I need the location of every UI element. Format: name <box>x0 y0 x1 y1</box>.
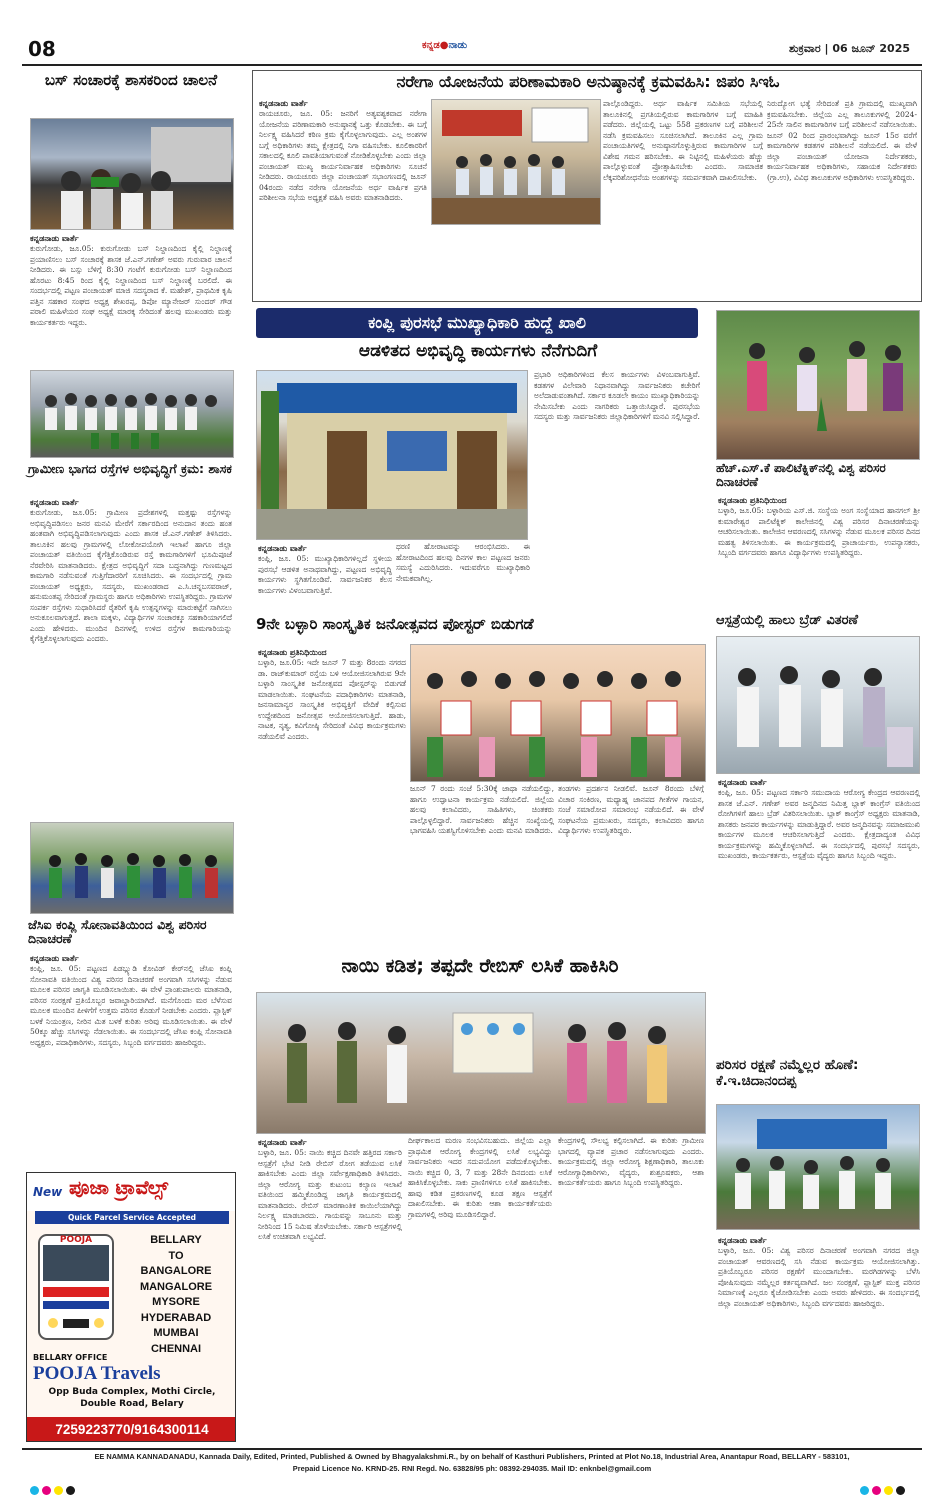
roads-headline: ಗ್ರಾಮೀಣ ಭಾಗದ ರಸ್ತೆಗಳ ಅಭಿವೃದ್ಧಿಗೆ ಕ್ರಮ: ಶಾಸಕ <box>28 461 232 476</box>
awareness-illustration <box>257 993 705 1133</box>
destination: BANGALORE <box>140 1265 212 1277</box>
ad-top-band <box>27 1173 236 1211</box>
bus-byline: ಕನ್ನಡನಾಡು ವಾರ್ತೆ <box>30 234 79 243</box>
ad-service-strip: Quick Parcel Service Accepted <box>35 1211 229 1224</box>
kampli-article <box>252 340 704 602</box>
color-dot <box>66 1486 75 1495</box>
meeting-illustration <box>432 100 600 224</box>
environment-body: ಬಳ್ಳಾರಿ, ಜೂ. 05: ವಿಶ್ವ ಪರಿಸರ ದಿನಾಚರಣೆ ಅಂಗವಾಗಿ ನಗರದ ಜಿಲ್ಲಾ ಪಂಚಾಯತ್ ಆವರಣದಲ್ಲಿ ಸಸಿ ನೆಡುವ ಕಾರ್ಯಕ್ರಮ ಆಯೋಜಿಸಲಾಗಿತ್ತು. ಪ್ರತಿಯೊಬ್ಬರೂ ಪರಿಸರ ರಕ್ಷಣೆಗೆ ಮುಂದಾಗಬೇಕು. ಮರಗಿಡಗಳನ್ನು ಬೆಳೆಸಿ ಪೋಷಿಸುವುದು ನಮ್ಮೆಲ್ಲರ ಕರ್ತವ್ಯವಾಗಿದೆ. ಜಲ ಸಂರಕ್ಷಣೆ, ಪ್ಲಾಸ್ಟಿಕ್ ಮುಕ್ತ ಪರಿಸರ ನಿರ್ಮಾಣಕ್ಕೆ ಎಲ್ಲರೂ ಕೈಜೋಡಿಸಬೇಕು ಎಂದು ಅವರು ಹೇಳಿದರು. ಈ ಸಂದರ್ಭದಲ್ಲಿ ಜಿಲ್ಲಾ ಪಂಚಾಯತ್ ಅಧಿಕಾರಿಗಳು, ಸಿಬ್ಬಂದಿ ವರ್ಗದವರು ಹಾಜರಿದ್ದರು. <box>718 1246 920 1308</box>
page-header <box>22 32 922 68</box>
festival-headline: 9ನೇ ಬಳ್ಳಾರಿ ಸಾಂಸ್ಕೃತಿಕ ಜನೋತ್ಸವದ ಪೋಸ್ಟರ್ ಬಿಡುಗಡೆ <box>256 615 534 633</box>
footer-line-2: Prepaid Licence No. KRND-25. RNI Regd. No. 63828/95 ph: 08392-294035. Mail ID: enknbel@gmail.com <box>292 1464 652 1473</box>
jci-body: ಕಂಪ್ಲಿ, ಜೂ. 05: ಪಟ್ಟಣದ ಪಿಡಬ್ಲ್ಯುಡಿ ಕೋವಿಡ್ ಕೇರ್‌ನಲ್ಲಿ ಜೆಸಿಐ ಕಂಪ್ಲಿ ಸೋನಾವತಿ ವತಿಯಿಂದ ವಿಶ್ವ ಪರಿಸರ ದಿನಾಚರಣೆ ಅಂಗವಾಗಿ ಸಸಿಗಳನ್ನು ನೆಡುವ ಮೂಲಕ ಪರಿಸರ ಜಾಗೃತಿ ಮೂಡಿಸಲಾಯಿತು. ಈ ವೇಳೆ ಪ್ರಾಂಶುಪಾಲರು ಮಾತನಾಡಿ, ಪರಿಸರ ಸಂರಕ್ಷಣೆ ಪ್ರತಿಯೊಬ್ಬರ ಜವಾಬ್ದಾರಿಯಾಗಿದೆ. ಮನೆಗೊಂದು ಮರ ಬೆಳೆಸುವ ಮೂಲಕ ಮುಂದಿನ ಪೀಳಿಗೆಗೆ ಉತ್ತಮ ಪರಿಸರ ಕೊಡುಗೆ ನೀಡಬೇಕು ಎಂದರು. ಪ್ಲಾಸ್ಟಿಕ್ ಬಳಕೆ ನಿಯಂತ್ರಣ, ನೀರಿನ ಮಿತ ಬಳಕೆ ಕುರಿತು ಅರಿವು ಮೂಡಿಸಲಾಯಿತು. ಈ ವೇಳೆ 50ಕ್ಕೂ ಹೆಚ್ಚು ಸಸಿಗಳನ್ನು ನೆಡಲಾಯಿತು. ಈ ಸಂದರ್ಭದಲ್ಲಿ ಜೆಸಿಐ ಕಂಪ್ಲಿ ಸೋನಾವತಿ ಅಧ್ಯಕ್ಷರು, ಪದಾಧಿಕಾರಿಗಳು, ಸದಸ್ಯರು, ಸಿಬ್ಬಂದಿ ವರ್ಗದವರು ಹಾಜರಿದ್ದರು. <box>30 964 232 1047</box>
hks-byline: ಕನ್ನಡನಾಡು ಪ್ರತಿನಿಧಿಯಿಂದ <box>718 496 787 505</box>
nrega-photo <box>431 99 601 225</box>
rabies-headline: ನಾಯಿ ಕಡಿತ; ತಪ್ಪದೇ ರೇಬಿಸ್ ಲಸಿಕೆ ಹಾಕಿಸಿರಿ <box>341 955 619 977</box>
color-dot <box>884 1486 893 1495</box>
nrega-article <box>252 70 922 302</box>
event-illustration <box>31 823 233 913</box>
nrega-byline: ಕನ್ನಡನಾಡು ವಾರ್ತೆ <box>259 99 308 108</box>
hks-photo <box>716 310 920 460</box>
rabies-body-1: ಬಳ್ಳಾರಿ, ಜೂ. 05: ನಾಯಿ ಕಚ್ಚಿದ ದಿನವೇ ಹತ್ತಿರದ ಸರ್ಕಾರಿ ಆಸ್ಪತ್ರೆಗೆ ಭೇಟಿ ನೀಡಿ ರೇಬಿಸ್ ರೋಗ ತಡೆಯುವ ಲಸಿಕೆ ಹಾಕಿಸಬೇಕು ಎಂದು ಜಿಲ್ಲಾ ಸರ್ವೇಕ್ಷಣಾಧಿಕಾರಿ ತಿಳಿಸಿದರು. ಜಿಲ್ಲಾ ಆರೋಗ್ಯ ಮತ್ತು ಕುಟುಂಬ ಕಲ್ಯಾಣ ಇಲಾಖೆ ವತಿಯಿಂದ ಹಮ್ಮಿಕೊಂಡಿದ್ದ ಜಾಗೃತಿ ಕಾರ್ಯಕ್ರಮದಲ್ಲಿ ಮಾತನಾಡಿದರು. ರೇಬಿಸ್ ಮಾರಣಾಂತಿಕ ಕಾಯಿಲೆಯಾಗಿದ್ದು ನಿರ್ಲಕ್ಷ್ಯ ಮಾಡಬಾರದು. ಗಾಯವನ್ನು ಸಾಬೂನು ಮತ್ತು ನೀರಿನಿಂದ 15 ನಿಮಿಷ ತೊಳೆಯಬೇಕು. ಸರ್ಕಾರಿ ಆಸ್ಪತ್ರೆಗಳಲ್ಲಿ ಲಸಿಕೆ ಉಚಿತವಾಗಿ ಲಭ್ಯವಿದೆ. <box>258 1148 402 1241</box>
destinations-list <box>119 1233 233 1357</box>
kampli-body-3: ಪ್ರಭಾರಿ ಅಧಿಕಾರಿಗಳಿಂದ ಕೆಲಸ ಕಾರ್ಯಗಳು ವಿಳಂಬವಾಗುತ್ತಿವೆ. ಕಡತಗಳ ವಿಲೇವಾರಿ ನಿಧಾನವಾಗಿದ್ದು ಸಾರ್ವಜನಿಕರು ಕಚೇರಿಗೆ ಅಲೆದಾಡುವಂತಾಗಿದೆ. ಸರ್ಕಾರ ಕೂಡಲೇ ಕಾಯಂ ಮುಖ್ಯಾಧಿಕಾರಿಯನ್ನು ನೇಮಿಸಬೇಕು ಎಂದು ನಾಗರಿಕರು ಒತ್ತಾಯಿಸಿದ್ದಾರೆ. ಪುರಸಭೆಯ ಸದಸ್ಯರು ಮತ್ತು ಸಾರ್ವಜನಿಕರು ಜಿಲ್ಲಾಧಿಕಾರಿಗಳಿಗೆ ಮನವಿ ಸಲ್ಲಿಸಿದ್ದಾರೆ. <box>534 370 700 421</box>
pooja-travels-ad <box>26 1172 236 1442</box>
hospital-body: ಕಂಪ್ಲಿ, ಜೂ. 05: ಪಟ್ಟಣದ ಸರ್ಕಾರಿ ಸಮುದಾಯ ಆರೋಗ್ಯ ಕೇಂದ್ರದ ಆವರಣದಲ್ಲಿ ಶಾಸಕ ಜೆ.ಎನ್. ಗಣೇಶ್ ಅವರ ಜನ್ಮದಿನದ ನಿಮಿತ್ತ ಬ್ಲಾಕ್ ಕಾಂಗ್ರೆಸ್ ವತಿಯಿಂದ ರೋಗಿಗಳಿಗೆ ಹಾಲು ಬ್ರೆಡ್ ವಿತರಿಸಲಾಯಿತು. ಬ್ಲಾಕ್ ಕಾಂಗ್ರೆಸ್ ಅಧ್ಯಕ್ಷರು ಮಾತನಾಡಿ, ಶಾಸಕರು ಜನಪರ ಕಾರ್ಯಗಳನ್ನು ಮಾಡುತ್ತಿದ್ದಾರೆ. ಅವರ ಜನ್ಮದಿನವನ್ನು ಸಮಾಜಮುಖಿ ಕಾರ್ಯಗಳ ಮೂಲಕ ಆಚರಿಸಲಾಗುತ್ತಿದೆ ಎಂದರು. ಕ್ಷೇತ್ರದಾದ್ಯಂತ ವಿವಿಧ ಕಾರ್ಯಕ್ರಮಗಳನ್ನು ಹಮ್ಮಿಕೊಳ್ಳಲಾಗಿದೆ. ಈ ಸಂದರ್ಭದಲ್ಲಿ ಪುರಸಭೆ ಸದಸ್ಯರು, ಮುಖಂಡರು, ಕಾರ್ಯಕರ್ತರು, ಆಸ್ಪತ್ರೆಯ ವೈದ್ಯರು ಹಾಗೂ ಸಿಬ್ಬಂದಿ ಇದ್ದರು. <box>718 788 920 860</box>
color-dot <box>30 1486 39 1495</box>
hospital-photo <box>716 636 920 774</box>
ad-phone: 7259223770/9164300114 <box>27 1417 236 1442</box>
hospital-headline: ಆಸ್ಪತ್ರೆಯಲ್ಲಿ ಹಾಲು ಬ್ರೆಡ್ ವಿತರಣೆ <box>716 613 859 628</box>
masthead: ಕನ್ನಡ●ನಾಡು <box>422 40 468 51</box>
ceremony-illustration <box>717 1105 919 1229</box>
kampli-body-2: ಧರಣಿ ಹೋರಾಟವನ್ನು ಆರಂಭಿಸಿದರು. ಈ ಹೋರಾಟದಿಂದ ಹಲವು ದಿನಗಳ ಕಾಲ ಪಟ್ಟಣದ ಜನರು ಸಮಸ್ಯೆ ಎದುರಿಸಿದರು. ಇದುವರೆಗೂ ಮುಖ್ಯಾಧಿಕಾರಿ ನೇಮಕವಾಗಿಲ್ಲ. <box>396 542 530 583</box>
header-day: ಶುಕ್ರವಾರ <box>788 42 821 55</box>
festival-byline: ಕನ್ನಡನಾಡು ಪ್ರತಿನಿಧಿಯಿಂದ <box>258 648 327 657</box>
kampli-body-1: ಕಂಪ್ಲಿ, ಜೂ. 05: ಮುಖ್ಯಾಧಿಕಾರಿಗಳಿಲ್ಲದೆ ಸ್ಥಳೀಯ ಪುರಸಭೆ ಆಡಳಿತ ಅನಾಥವಾಗಿದ್ದು, ಪಟ್ಟಣದ ಅಭಿವೃದ್ಧಿ ಕಾರ್ಯಗಳು ಸ್ಥಗಿತಗೊಂಡಿವೆ. ಸಾರ್ವಜನಿಕರ ಕೆಲಸ ಕಾರ್ಯಗಳು ವಿಳಂಬವಾಗುತ್ತಿವೆ. <box>258 554 392 595</box>
roads-photo <box>30 370 234 458</box>
bus-photo <box>30 118 234 230</box>
kampli-banner <box>256 308 698 338</box>
destination: HYDERABAD <box>140 1311 212 1324</box>
festival-body-1: ಬಳ್ಳಾರಿ, ಜೂ.05: ಇದೇ ಜೂನ್ 7 ಮತ್ತು 8ರಂದು ನಗರದ ಡಾ. ರಾಜ್‌ಕುಮಾರ್ ರಸ್ತೆಯ ಬಳಿ ಆಯೋಜಿಸಲಾಗಿರುವ 9ನೇ ಬಳ್ಳಾರಿ ಸಾಂಸ್ಕೃತಿಕ ಜನೋತ್ಸವದ ಪೋಸ್ಟರ್‌ನ್ನು ಬಿಡುಗಡೆ ಮಾಡಲಾಯಿತು. ಸಂಘಟನೆಯ ಪದಾಧಿಕಾರಿಗಳು ಮಾತನಾಡಿ, ಜನಸಾಮಾನ್ಯರ ಸಾಂಸ್ಕೃತಿಕ ಅಭಿವ್ಯಕ್ತಿಗೆ ವೇದಿಕೆ ಕಲ್ಪಿಸುವ ಉದ್ದೇಶದಿಂದ ಜನೋತ್ಸವ ಆಯೋಜಿಸಲಾಗುತ್ತಿದೆ. ಹಾಡು, ನಾಟಕ, ನೃತ್ಯ, ಕವಿಗೋಷ್ಠಿ ಸೇರಿದಂತೆ ವಿವಿಧ ಕಾರ್ಯಕ್ರಮಗಳು ನಡೆಯಲಿವೆ ಎಂದರು. <box>258 658 406 741</box>
kampli-byline: ಕನ್ನಡನಾಡು ವಾರ್ತೆ <box>258 544 307 553</box>
color-dot <box>860 1486 869 1495</box>
hospital-byline: ಕನ್ನಡನಾಡು ವಾರ್ತೆ <box>718 778 767 787</box>
registration-marks-right <box>860 1480 908 1499</box>
destination: MYSORE <box>152 1296 200 1308</box>
color-dot <box>896 1486 905 1495</box>
header-date: ಶುಕ್ರವಾರ | 06 ಜೂನ್ 2025 <box>788 42 910 55</box>
hospital-article <box>712 610 922 1052</box>
kampli-banner-text: ಕಂಪ್ಲಿ ಪುರಸಭೆ ಮುಖ್ಯಾಧಿಕಾರಿ ಹುದ್ದೆ ಖಾಲಿ <box>368 313 586 332</box>
masthead-right: ನಾಡು <box>448 40 468 51</box>
bus-name: POOJA <box>59 1235 93 1245</box>
ad-brand-kannada: ಪೂಜಾ ಟ್ರಾವೆಲ್ಸ್ <box>69 1177 169 1199</box>
environment-headline: ಪರಿಸರ ರಕ್ಷಣೆ ನಮ್ಮೆಲ್ಲರ ಹೊಣೆ: ಕೆ.ಇ.ಚಿದಾನಂದಪ್ಪ <box>716 1057 859 1089</box>
rabies-body-3: ಕೇಂದ್ರಗಳಲ್ಲಿ ಸೌಲಭ್ಯ ಕಲ್ಪಿಸಲಾಗಿದೆ. ಈ ಕುರಿತು ಗ್ರಾಮೀಣ ಭಾಗದಲ್ಲಿ ವ್ಯಾಪಕ ಪ್ರಚಾರ ನಡೆಸಲಾಗುವುದು ಎಂದರು. ಕಾರ್ಯಕ್ರಮದಲ್ಲಿ ಜಿಲ್ಲಾ ಆರೋಗ್ಯ ಶಿಕ್ಷಣಾಧಿಕಾರಿ, ತಾಲೂಕು ಆರೋಗ್ಯಾಧಿಕಾರಿಗಳು, ವೈದ್ಯರು, ಶುಶ್ರೂಷಕರು, ಆಶಾ ಕಾರ್ಯಕರ್ತೆಯರು ಹಾಗೂ ಸಿಬ್ಬಂದಿ ಉಪಸ್ಥಿತರಿದ್ದರು. <box>558 1136 704 1187</box>
destination: MUMBAI <box>153 1327 199 1339</box>
environment-article <box>712 1054 922 1444</box>
jci-photo <box>30 822 234 914</box>
destination: CHENNAI <box>150 1342 202 1355</box>
header-rule <box>22 64 922 66</box>
color-dot <box>54 1486 63 1495</box>
nrega-body-2: ಪಾಲ್ಗೊಂಡಿದ್ದರು. ಅರ್ಧ ವಾರ್ಷಿಕ ಸಮಿತಿಯ ಸಭೆಯಲ್ಲಿ ತಾಲೂಕಿನಲ್ಲಿ ಪ್ರಗತಿಯಲ್ಲಿರುವ ಕಾಮಗಾರಿಗಳ ಬಗ್ಗೆ ಮಾಹಿತಿ ಪಡೆದರು. ಜಿಲ್ಲೆಯಲ್ಲಿ ಒಟ್ಟು 558 ಪ್ರಕರಣಗಳ ಬಗ್ಗೆ ಪರಿಶೀಲನೆ ನಡೆಸಿ ಕ್ರಮವಹಿಸಲು ಸೂಚಿಸಲಾಗಿದೆ. ತಾಲೂಕಿನ ಎಲ್ಲ ಗ್ರಾಮ ಪಂಚಾಯತಿಗಳಲ್ಲಿ ಅನುಷ್ಠಾನಗೊಳ್ಳುತ್ತಿರುವ ಕಾಮಗಾರಿಗಳ ಬಗ್ಗೆ ವಿಶೇಷ ಗಮನ ಹರಿಸಬೇಕು. ಈ ನಿಟ್ಟಿನಲ್ಲಿ ಮಹಿಳೆಯರು ಹೆಚ್ಚು ಪಾಲ್ಗೊಳ್ಳುವಂತೆ ಪ್ರೋತ್ಸಾಹಿಸಬೇಕು ಎಂದರು. ಸಾಮಾಜಿಕ ಲೆಕ್ಕಪರಿಶೋಧನೆಯ ಅಂಶಗಳನ್ನು ಸಮರ್ಪಕವಾಗಿ ದಾಖಲಿಸಬೇಕು. <box>603 99 763 182</box>
jci-byline: ಕನ್ನಡನಾಡು ವಾರ್ತೆ <box>30 954 79 963</box>
festival-body-3: ತಂಡಗಳು ಪ್ರದರ್ಶನ ನೀಡಲಿವೆ. ಜೂನ್ 8ರಂದು ಬೆಳಿಗ್ಗೆ ವಿಚಾರ ಸಂಕಿರಣ, ಮಧ್ಯಾಹ್ನ ಜಾನಪದ ಗೀತೆಗಳ ಗಾಯನ, ಸಂಜೆ ಸಮಾರೋಪ ಸಮಾರಂಭ ನಡೆಯಲಿದೆ. ಈ ವೇಳೆ ಸಂಘಟನೆಯ ಪ್ರಮುಖರು, ಸದಸ್ಯರು, ಕಲಾವಿದರು ಹಾಗೂ ವಿದ್ಯಾರ್ಥಿಗಳು ಉಪಸ್ಥಿತರಿದ್ದರು. <box>558 784 704 835</box>
group-illustration <box>31 371 233 457</box>
rabies-photo <box>256 992 706 1134</box>
ad-address-2: Double Road, Belary <box>80 1399 184 1409</box>
destination: BELLARY <box>150 1234 202 1246</box>
kampli-photo <box>256 370 528 540</box>
poster-release-illustration <box>411 645 705 781</box>
roads-body: ಕುರುಗೋಡು, ಜೂ.05: ಗ್ರಾಮೀಣ ಪ್ರದೇಶಗಳಲ್ಲಿ ಮತ್ತಷ್ಟು ರಸ್ತೆಗಳನ್ನು ಅಭಿವೃದ್ಧಿಪಡಿಸಲು ಜನರ ಮನವಿ ಮೇರೆಗೆ ಸರ್ಕಾರದಿಂದ ಅನುದಾನ ತಂದು ಹಂತ ಹಂತವಾಗಿ ಅಭಿವೃದ್ಧಿಪಡಿಸಲಾಗುವುದು ಎಂದು ಶಾಸಕ ಜೆ.ಎನ್.ಗಣೇಶ್ ತಿಳಿಸಿದರು. ತಾಲೂಕಿನ ಹಲವು ಗ್ರಾಮಗಳಲ್ಲಿ ಲೋಕೋಪಯೋಗಿ ಇಲಾಖೆ ಹಾಗೂ ಜಿಲ್ಲಾ ಪಂಚಾಯತ್ ವತಿಯಿಂದ ಕೈಗೆತ್ತಿಕೊಂಡಿರುವ ರಸ್ತೆ ಕಾಮಗಾರಿಗಳಿಗೆ ಭೂಮಿಪೂಜೆ ನೆರವೇರಿಸಿ ಮಾತನಾಡಿದರು. ಕ್ಷೇತ್ರದ ಅಭಿವೃದ್ಧಿಗೆ ಸದಾ ಬದ್ಧನಾಗಿದ್ದು ಗುಣಮಟ್ಟದ ಕಾಮಗಾರಿ ನಡೆಸುವಂತೆ ಗುತ್ತಿಗೆದಾರರಿಗೆ ಸೂಚಿಸಿದರು. ಈ ಸಂದರ್ಭದಲ್ಲಿ ಗ್ರಾಮ ಪಂಚಾಯತ್ ಅಧ್ಯಕ್ಷರು, ಸದಸ್ಯರು, ಮುಖಂಡರಾದ ಎ.ಸಿ.ಚನ್ನಬಸವರಾಜ್, ಹನುಮಂತಪ್ಪ ಸೇರಿದಂತೆ ಗ್ರಾಮಸ್ಥರು ಹಾಗೂ ಅಧಿಕಾರಿಗಳು ಉಪಸ್ಥಿತರಿದ್ದರು. ಗ್ರಾಮಗಳ ಸಂಪರ್ಕ ರಸ್ತೆಗಳು ಸುಧಾರಿಸಿದರೆ ರೈತರಿಗೆ ಕೃಷಿ ಉತ್ಪನ್ನಗಳನ್ನು ಮಾರುಕಟ್ಟೆಗೆ ಸಾಗಿಸಲು ಅನುಕೂಲವಾಗುತ್ತದೆ. ಶಾಲಾ ಮಕ್ಕಳು, ವಿದ್ಯಾರ್ಥಿಗಳ ಸಂಚಾರಕ್ಕೂ ಸಹಕಾರಿಯಾಗಲಿದೆ ಎಂದು ಹೇಳಿದರು. ಮುಂದಿನ ದಿನಗಳಲ್ಲಿ ಉಳಿದ ರಸ್ತೆಗಳ ಕಾಮಗಾರಿಯನ್ನು ಕೈಗೆತ್ತಿಕೊಳ್ಳಲಾಗುವುದು ಎಂದರು. <box>30 508 232 643</box>
festival-photo <box>410 644 706 782</box>
footer-rule <box>22 1448 922 1450</box>
municipal-office-illustration <box>257 371 527 539</box>
environment-photo <box>716 1104 920 1230</box>
rabies-byline: ಕನ್ನಡನಾಡು ವಾರ್ತೆ <box>258 1138 307 1147</box>
ad-brand: POOJA Travels <box>33 1363 161 1384</box>
festival-body-2: ಜೂನ್ 7 ರಂದು ಸಂಜೆ 5:30ಕ್ಕೆ ಜಾಥಾ ನಡೆಯಲಿದ್ದು, ಹಾಗೂ ಉದ್ಘಾಟನಾ ಕಾರ್ಯಕ್ರಮ ನಡೆಯಲಿದೆ. ಜಿಲ್ಲೆಯ ಹಲವು ಕಲಾವಿದರು, ಸಾಹಿತಿಗಳು, ಚಿಂತಕರು ಪಾಲ್ಗೊಳ್ಳಲಿದ್ದಾರೆ. ಸಾರ್ವಜನಿಕರು ಹೆಚ್ಚಿನ ಸಂಖ್ಯೆಯಲ್ಲಿ ಭಾಗವಹಿಸಿ ಯಶಸ್ವಿಗೊಳಿಸಬೇಕು ಎಂದು ಮನವಿ ಮಾಡಿದರು. <box>410 784 554 835</box>
footer-line-1: EE NAMMA KANNADANADU, Kannada Daily, Edited, Printed, Published & Owned by Bhagyalakshmi.R., by on behalf of Kasthuri Publishers, Printed at Plot No.18, Industrial Area, Anantapur Road, BELLARY - 583101, <box>94 1452 850 1461</box>
hks-article <box>712 308 922 610</box>
registration-marks-left <box>30 1480 78 1499</box>
header-date-text: 06 ಜೂನ್ 2025 <box>832 42 910 55</box>
color-dot <box>42 1486 51 1495</box>
distribution-illustration <box>717 637 919 773</box>
rabies-body-2: ದೀರ್ಘಕಾಲದ ಮರಣ ಸಂಭವಿಸಬಹುದು. ಜಿಲ್ಲೆಯ ಎಲ್ಲಾ ಪ್ರಾಥಮಿಕ ಆರೋಗ್ಯ ಕೇಂದ್ರಗಳಲ್ಲಿ ಲಸಿಕೆ ಲಭ್ಯವಿದ್ದು ಸಾರ್ವಜನಿಕರು ಇದರ ಸದುಪಯೋಗ ಪಡೆದುಕೊಳ್ಳಬೇಕು. ನಾಯಿ ಕಚ್ಚಿದ 0, 3, 7 ಮತ್ತು 28ನೇ ದಿನದಂದು ಲಸಿಕೆ ಹಾಕಿಸಿಕೊಳ್ಳಬೇಕು. ಸಾಕು ಪ್ರಾಣಿಗಳಿಗೂ ಲಸಿಕೆ ಹಾಕಿಸಬೇಕು. ಹಾವು ಕಡಿತ ಪ್ರಕರಣಗಳಲ್ಲಿ ಕೂಡ ತಕ್ಷಣ ಆಸ್ಪತ್ರೆಗೆ ದಾಖಲಿಸಬೇಕು. ಈ ಕುರಿತು ಆಶಾ ಕಾರ್ಯಕರ್ತೆಯರು ಗ್ರಾಮಗಳಲ್ಲಿ ಅರಿವು ಮೂಡಿಸಲಿದ್ದಾರೆ. <box>408 1136 552 1219</box>
nrega-headline: ನರೇಗಾ ಯೋಜನೆಯ ಪರಿಣಾಮಕಾರಿ ಅನುಷ್ಠಾನಕ್ಕೆ ಕ್ರಮವಹಿಸಿ: ಜಿಪಂ ಸಿಇಓ <box>396 72 780 91</box>
bus-body: ಕುರುಗೋಡು, ಜೂ.05: ಕುರುಗೋಡು ಬಸ್ ನಿಲ್ದಾಣದಿಂದ ಕೈಲ್ಲಿ ನಿಲ್ದಾಣಕ್ಕೆ ಪ್ರಯಾಣಿಸಲು ಬಸ್ ಸಂಚಾರಕ್ಕೆ ಶಾಸಕ ಜೆ.ಎನ್.ಗಣೇಶ್ ಅವರು ಗುರುವಾರ ಚಾಲನೆ ನೀಡಿದರು. ಈ ಬಸ್ಸು ಬೆಳಿಗ್ಗೆ 8:30 ಗಂಟೆಗೆ ಕುರುಗೋಡು ಬಸ್ ನಿಲ್ದಾಣದಿಂದ ಹೊರಟು 8:45 ರಿಂದ ಕೈಲ್ಲಿ ನಿಲ್ದಾಣದಿಂದ ಬಸ್ ನಿಲ್ದಾಣಕ್ಕೆ ಬರಲಿದೆ. ಈ ಸಂದರ್ಭದಲ್ಲಿ ಪಟ್ಟಣ ಪಂಚಾಯತ್ ಮಾಜಿ ಸದಸ್ಯರಾದ ಕೆ. ಮಹೇಶ್, ಪ್ರಾಥಮಿಕ ಕೃಷಿ ಪತ್ತಿನ ಸಹಕಾರ ಸಂಘದ ಅಧ್ಯಕ್ಷ ಶೇಖರಪ್ಪ, ಡಿಪೋ ಮ್ಯಾನೇಜರ್ ಸುಂದರ್ ಗೌಡ ಪರಾಲಿ ಮಹಿಳೆಯರ ಸಂಘ ಅಧ್ಯಕ್ಷೆ ಮಾರಕ್ಕ ಸೇರಿದಂತೆ ಹಲವು ಮುಖಂಡರು ಮತ್ತು ಕಾರ್ಯಕರ್ತರು ಇದ್ದರು. <box>30 244 232 327</box>
destination: TO <box>168 1249 184 1262</box>
kampli-headline: ಆಡಳಿತದ ಅಭಿವೃದ್ಧಿ ಕಾರ್ಯಗಳು ನೆನೆಗುದಿಗೆ <box>358 341 598 361</box>
page-number: 08 <box>28 37 56 61</box>
crowd-illustration <box>31 119 233 229</box>
rabies-article <box>252 952 708 1444</box>
masthead-left: ಕನ್ನಡ <box>422 40 440 51</box>
festival-article <box>252 614 708 950</box>
bus-icon <box>35 1229 117 1349</box>
planting-illustration <box>717 311 919 459</box>
hks-body: ಬಳ್ಳಾರಿ, ಜೂ.05: ಬಳ್ಳಾರಿಯ ಎಸ್.ಜಿ. ಸಂಸ್ಥೆಯ ಅಂಗ ಸಂಸ್ಥೆಯಾದ ಹಾನಗಲ್ ಶ್ರೀ ಕುಮಾರೇಶ್ವರ ಪಾಲಿಟೆಕ್ನಿಕ್ ಕಾಲೇಜಿನಲ್ಲಿ ವಿಶ್ವ ಪರಿಸರ ದಿನಾಚರಣೆಯನ್ನು ಆಚರಿಸಲಾಯಿತು. ಕಾಲೇಜಿನ ಆವರಣದಲ್ಲಿ ಸಸಿಗಳನ್ನು ನೆಡುವ ಮೂಲಕ ಪರಿಸರ ದಿನದ ಮಹತ್ವ ತಿಳಿಸಲಾಯಿತು. ಈ ಕಾರ್ಯಕ್ರಮದಲ್ಲಿ ಪ್ರಾಚಾರ್ಯರು, ಉಪನ್ಯಾಸಕರು, ಸಿಬ್ಬಂದಿ ವರ್ಗದವರು ಹಾಗೂ ವಿದ್ಯಾರ್ಥಿಗಳು ಉಪಸ್ಥಿತರಿದ್ದರು. <box>718 506 920 557</box>
ad-new-label: New <box>33 1185 63 1199</box>
color-dot <box>872 1486 881 1495</box>
nrega-body-1: ರಾಯಚೂರು, ಜೂ. 05: ಜನರಿಗೆ ಅತ್ಯವಶ್ಯಕವಾದ ನರೇಗಾ ಯೋಜನೆಯ ಪರಿಣಾಮಕಾರಿ ಅನುಷ್ಠಾನಕ್ಕೆ ಒತ್ತು ಕೊಡಬೇಕು. ಈ ಬಗ್ಗೆ ನಿರ್ಲಕ್ಷ್ಯ ವಹಿಸಿದರೆ ಕಠಿಣ ಕ್ರಮ ಕೈಗೊಳ್ಳಲಾಗುವುದು. ಎಲ್ಲ ಅಂಶಗಳ ಬಗ್ಗೆ ಅಧಿಕಾರಿಗಳು ತಮ್ಮ ಕ್ಷೇತ್ರದಲ್ಲಿ ನಿಗಾ ವಹಿಸಬೇಕು. ಕೂಲಿಕಾರರಿಗೆ ಸಕಾಲದಲ್ಲಿ ಕೂಲಿ ಪಾವತಿಯಾಗುವಂತೆ ನೋಡಿಕೊಳ್ಳಬೇಕು ಎಂದು ಜಿಲ್ಲಾ ಪಂಚಾಯತ್ ಮುಖ್ಯ ಕಾರ್ಯನಿರ್ವಾಹಕ ಅಧಿಕಾರಿಗಳು ಸೂಚನೆ ನೀಡಿದರು. ರಾಯಚೂರು ಜಿಲ್ಲಾ ಪಂಚಾಯತ್ ಸಭಾಂಗಣದಲ್ಲಿ ಜೂನ್ 04ರಂದು ನಡೆದ ನರೇಗಾ ಯೋಜನೆಯ ಅರ್ಧ ವಾರ್ಷಿಕ ಪ್ರಗತಿ ಪರಿಶೀಲನಾ ಸಭೆಯ ಅಧ್ಯಕ್ಷತೆ ವಹಿಸಿ ಅವರು ಮಾತನಾಡಿದರು. <box>259 109 427 202</box>
ad-address-1: Opp Buda Complex, Mothi Circle, <box>48 1387 216 1397</box>
bus-graphic <box>35 1229 117 1349</box>
roads-article <box>24 370 238 820</box>
hks-headline: ಹೆಚ್.ಎಸ್.ಕೆ ಪಾಲಿಟೆಕ್ನಿಕ್‌ನಲ್ಲಿ ವಿಶ್ವ ಪರಿಸರ ದಿನಾಚರಣೆ <box>716 461 886 489</box>
environment-byline: ಕನ್ನಡನಾಡು ವಾರ್ತೆ <box>718 1236 767 1245</box>
nrega-body-3: ನಿರುದ್ಯೋಗ ಭತ್ಯೆ ಸೇರಿದಂತೆ ಪ್ರತಿ ಗ್ರಾಮದಲ್ಲಿ ಮುಖ್ಯವಾಗಿ ಕ್ರಮವಹಿಸಬೇಕು. ಜಿಲ್ಲೆಯ ಎಲ್ಲ ತಾಲೂಕುಗಳಲ್ಲಿ 2024-25ನೇ ಸಾಲಿನ ಕಾಮಗಾರಿಗಳ ಬಗ್ಗೆ ಪರಿಶೀಲನೆ ನಡೆಸಲಾಯಿತು. ಜೂನ್ 02 ರಿಂದ ಪ್ರಾರಂಭವಾಗಿದ್ದು ಜೂನ್ 15ರ ವರೆಗೆ ಕಾಮಗಾರಿಗಳ ಕಡತಗಳ ಪರಿಶೀಲನೆ ನಡೆಯಲಿದೆ. ಈ ವೇಳೆ ಜಿಲ್ಲಾ ಪಂಚಾಯತ್ ಯೋಜನಾ ನಿರ್ದೇಶಕರು, ಕಾರ್ಯನಿರ್ವಾಹಕ ಅಧಿಕಾರಿಗಳು, ಸಹಾಯಕ ನಿರ್ದೇಶಕರು (ಗ್ರಾ.ಉ), ವಿವಿಧ ತಾಲೂಕುಗಳ ಅಧಿಕಾರಿಗಳು ಉಪಸ್ಥಿತರಿದ್ದರು. <box>767 99 917 182</box>
bus-article <box>24 68 238 368</box>
jci-headline: ಜೆಸಿಐ ಕಂಪ್ಲಿ ಸೋನಾವತಿಯಿಂದ ವಿಶ್ವ ಪರಿಸರ ದಿನಾಚರಣೆ <box>28 917 207 947</box>
destination: MANGALORE <box>139 1280 213 1293</box>
jci-article <box>24 818 238 1168</box>
roads-byline: ಕನ್ನಡನಾಡು ವಾರ್ತೆ <box>30 498 79 507</box>
bus-headline: ಬಸ್ ಸಂಚಾರಕ್ಕೆ ಶಾಸಕರಿಂದ ಚಾಲನೆ <box>44 71 218 89</box>
ad-office-label: BELLARY OFFICE <box>33 1353 108 1362</box>
